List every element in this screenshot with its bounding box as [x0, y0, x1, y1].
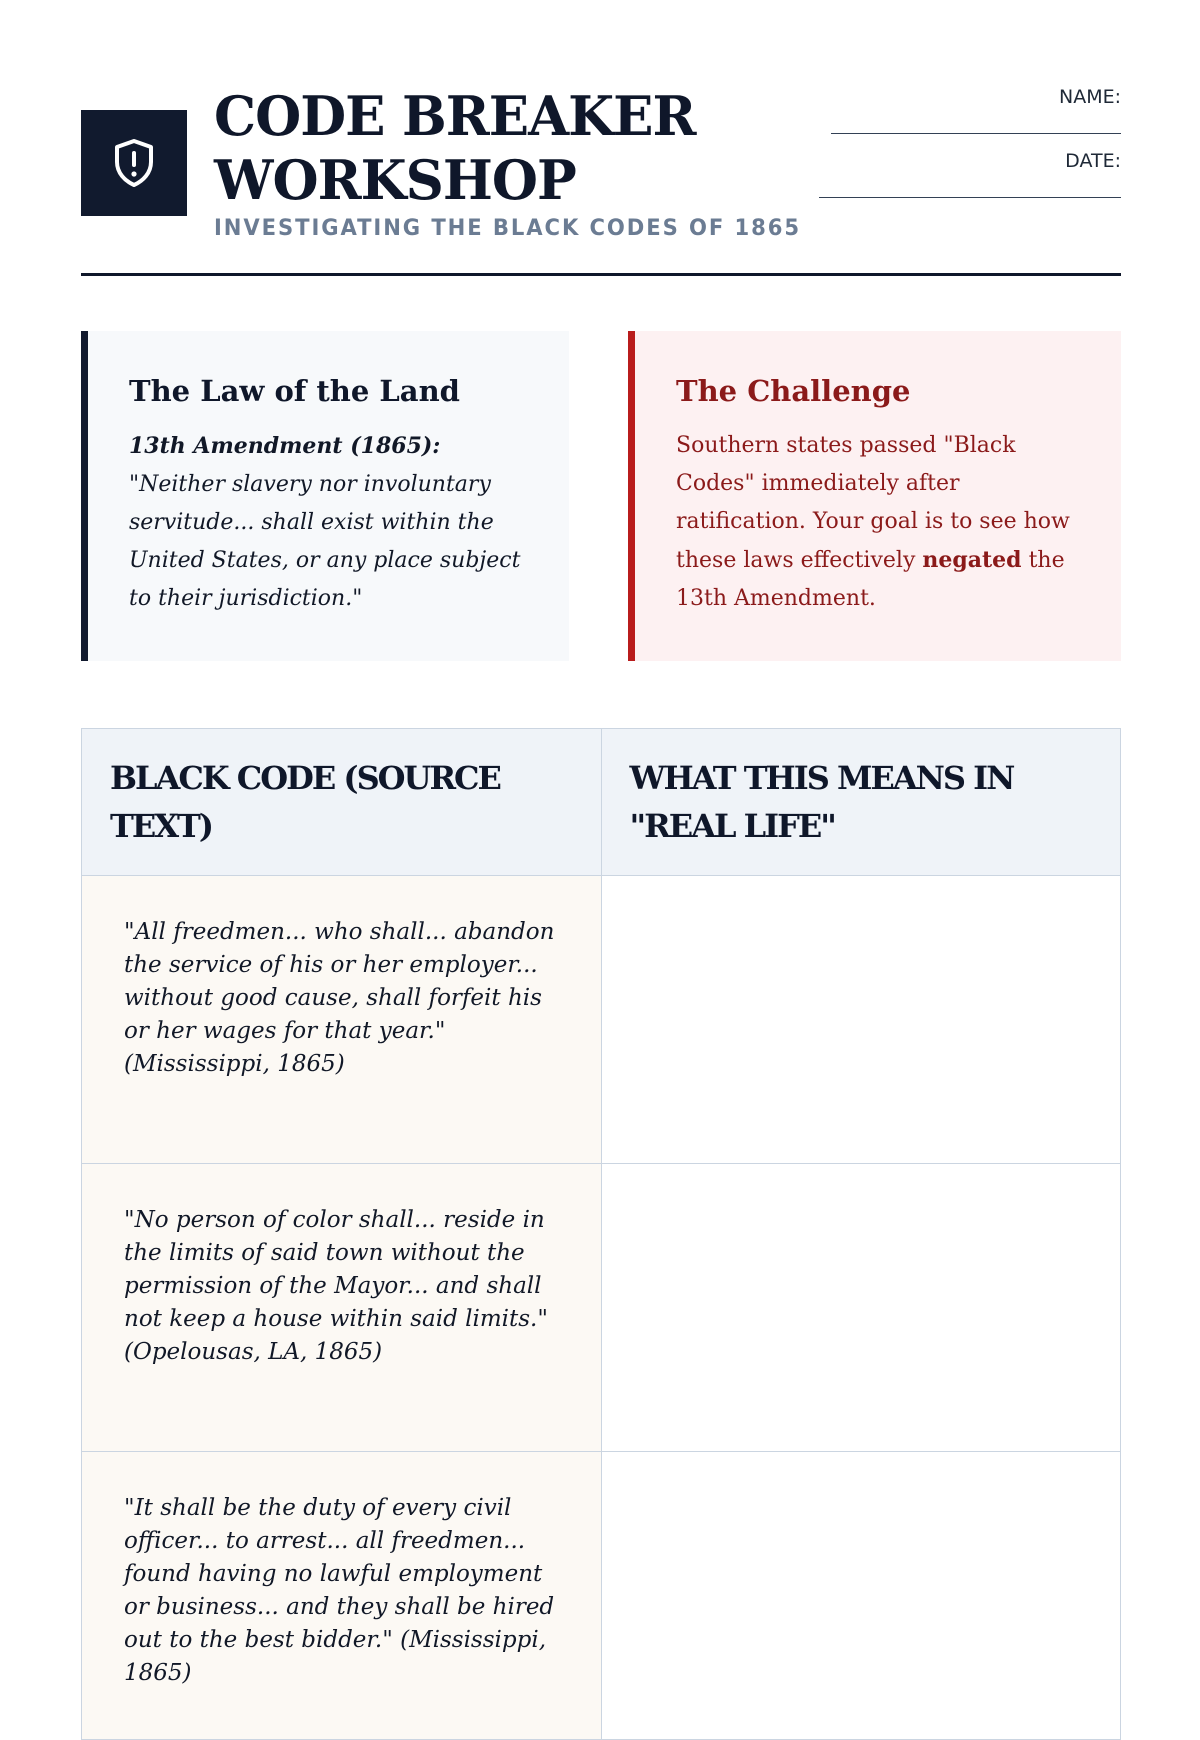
- table-header-row: [82, 729, 1121, 876]
- source-text-cell: "All freedmen... who shall... abandon the service of his or her employer... without good cause, shall forfeit his or her wages for that year." (Mississippi, 1865): [82, 876, 602, 1164]
- table-row: [82, 1164, 1121, 1452]
- name-label: NAME:: [1058, 86, 1121, 108]
- law-card-quote: [129, 427, 529, 618]
- challenge-card-heading: The Challenge: [676, 374, 911, 408]
- logo-badge: [81, 110, 187, 216]
- source-text-cell: "No person of color shall... reside in the limits of said town without the permission of the Mayor... and shall not keep a house within said limits." (Opelousas, LA, 1865): [82, 1164, 602, 1452]
- shield-alert-icon: [112, 138, 156, 188]
- meaning-answer-cell[interactable]: [601, 1164, 1121, 1452]
- page-title: [214, 84, 802, 212]
- law-card-heading: The Law of the Land: [129, 374, 460, 408]
- page-subtitle: INVESTIGATING THE BLACK CODES OF 1865: [214, 216, 801, 241]
- challenge-text-after: the 13th Amendment.: [676, 548, 1065, 611]
- challenge-text-before: Southern states passed "Black Codes" immediately after ratification. Your goal is to see how these laws effectively: [676, 433, 1070, 573]
- title-line-1: CODE BREAKER: [214, 84, 696, 148]
- date-label: DATE:: [1065, 150, 1121, 172]
- title-line-2: WORKSHOP: [214, 148, 576, 212]
- header-divider: [81, 273, 1121, 276]
- date-field[interactable]: [819, 189, 1121, 198]
- column-header-source: BLACK CODE (SOURCE TEXT): [82, 729, 602, 876]
- column-header-meaning: WHAT THIS MEANS IN "REAL LIFE": [601, 729, 1121, 876]
- meaning-answer-cell[interactable]: [601, 876, 1121, 1164]
- title-block: [214, 84, 825, 241]
- name-field[interactable]: [831, 125, 1121, 134]
- law-of-the-land-card: [81, 331, 569, 661]
- worksheet-header: [81, 84, 1121, 276]
- law-card-quote-text: "Neither slavery nor involuntary servitude... shall exist within the United States, or any place subject to their jurisdiction.": [129, 472, 521, 611]
- challenge-card-text: [676, 427, 1081, 618]
- meaning-answer-cell[interactable]: [601, 1452, 1121, 1740]
- black-codes-table: [81, 728, 1121, 1740]
- challenge-emphasis: negated: [922, 547, 1022, 573]
- law-card-source: 13th Amendment (1865):: [129, 433, 441, 459]
- student-fields: [801, 84, 1121, 212]
- challenge-card: [628, 331, 1121, 661]
- table-row: [82, 876, 1121, 1164]
- table-row: [82, 1452, 1121, 1740]
- source-text-cell: "It shall be the duty of every civil officer... to arrest... all freedmen... found having no lawful employment or business... and they shall be hired out to the best bidder." (Mississippi, 1865): [82, 1452, 602, 1740]
